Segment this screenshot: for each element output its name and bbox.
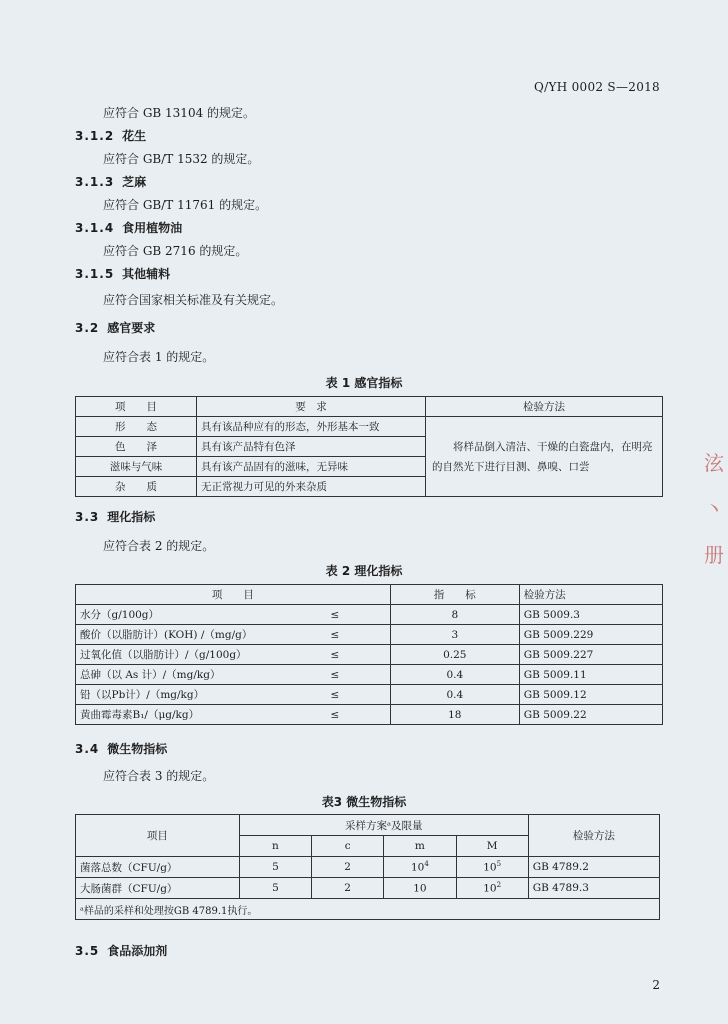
section-title: 食品添加剂	[107, 944, 168, 958]
table-cell	[384, 878, 456, 899]
table-cell	[456, 878, 528, 899]
section-title: 食用植物油	[122, 221, 183, 235]
table-cell: ≤	[280, 665, 390, 685]
table-cell: 总砷（以 As 计）/（mg/kg）	[76, 665, 281, 685]
text-line: 应符合 GB/T 1532 的规定。	[103, 152, 260, 166]
table-cell: 18	[390, 705, 519, 725]
table-sensory	[75, 396, 663, 497]
table-cell	[384, 857, 456, 878]
section-title: 花生	[122, 129, 147, 143]
section-title: 芝麻	[122, 175, 147, 189]
red-stamp-fragment: 泫 丶 册	[704, 451, 724, 567]
table-footnote: ᵃ样品的采样和处理按GB 4789.1执行。	[76, 899, 660, 920]
table-cell: 5	[239, 857, 311, 878]
section-heading-3-3	[75, 508, 155, 525]
table-cell-method: 将样品倒入清洁、干燥的白瓷盘内，在明亮的自然光下进行目测、鼻嗅、口尝	[426, 417, 663, 497]
table-header: 指 标	[390, 585, 519, 605]
table-cell: GB 5009.12	[519, 685, 662, 705]
text-line: 应符合 GB/T 11761 的规定。	[103, 198, 268, 212]
table-cell: 滋味与气味	[76, 457, 197, 477]
table-header: 项 目	[76, 397, 197, 417]
table-subheader: M	[456, 836, 528, 857]
table-cell: GB 4789.2	[528, 857, 659, 878]
table-cell: 0.4	[390, 665, 519, 685]
table-cell: ≤	[280, 645, 390, 665]
table3-caption: 表3 微生物指标	[321, 795, 407, 809]
table-cell: 无正常视力可见的外来杂质	[197, 477, 426, 497]
section-heading-3-4	[75, 740, 167, 757]
text-line: 应符合 GB 2716 的规定。	[103, 244, 248, 258]
table-cell: ≤	[280, 685, 390, 705]
table-cell: 具有该产品特有色泽	[197, 437, 426, 457]
table-cell: 大肠菌群（CFU/g）	[76, 878, 240, 899]
table-header: 项 目	[76, 585, 391, 605]
section-heading-3-1-2	[75, 127, 146, 144]
section-number: 3.3	[75, 510, 100, 524]
table-cell: 0.25	[390, 645, 519, 665]
table-cell: 8	[390, 605, 519, 625]
section-heading-3-1-4	[75, 219, 182, 236]
section-number: 3.5	[75, 944, 100, 958]
section-heading-3-5	[75, 942, 167, 959]
table-cell: 色 泽	[76, 437, 197, 457]
standard-code: Q/YH 0002 S—2018	[534, 80, 660, 94]
table-cell: GB 5009.22	[519, 705, 662, 725]
section-number: 3.4	[75, 742, 100, 756]
table-header: 采样方案ᵃ及限量	[239, 815, 528, 836]
table2-caption: 表 2 理化指标	[325, 564, 403, 578]
table-cell: 水分（g/100g）	[76, 605, 281, 625]
table-cell: 铅（以Pb计）/（mg/kg）	[76, 685, 281, 705]
text-line: 应符合国家相关标准及有关规定。	[103, 293, 284, 307]
page-number: 2	[652, 978, 660, 992]
table-header: 检验方法	[426, 397, 663, 417]
section-title: 微生物指标	[107, 742, 168, 756]
table-cell: GB 5009.227	[519, 645, 662, 665]
section-title: 其他辅料	[122, 267, 171, 281]
table-cell	[456, 857, 528, 878]
table-cell: ≤	[280, 605, 390, 625]
value-exponent: 5	[496, 860, 502, 869]
table-cell: GB 5009.229	[519, 625, 662, 645]
table-cell: 0.4	[390, 685, 519, 705]
table-cell: 具有该产品固有的滋味，无异味	[197, 457, 426, 477]
table-header: 检验方法	[519, 585, 662, 605]
table-cell: 菌落总数（CFU/g）	[76, 857, 240, 878]
table-cell: 5	[239, 878, 311, 899]
table-header: 项目	[76, 815, 240, 857]
table-subheader: n	[239, 836, 311, 857]
table-cell: 过氧化值（以脂肪计）/（g/100g）	[76, 645, 281, 665]
table-cell: 杂 质	[76, 477, 197, 497]
section-title: 感官要求	[107, 321, 156, 335]
table-physicochemical	[75, 584, 663, 725]
table-header: 检验方法	[528, 815, 659, 857]
section-heading-3-1-3	[75, 173, 146, 190]
table-cell: 2	[312, 878, 384, 899]
text-line: 应符合表 2 的规定。	[103, 539, 215, 553]
section-title: 理化指标	[107, 510, 156, 524]
table-subheader: m	[384, 836, 456, 857]
table-cell: 具有该品种应有的形态，外形基本一致	[197, 417, 426, 437]
table-cell: ≤	[280, 705, 390, 725]
value-base: 10	[410, 861, 425, 874]
table-cell: 形 态	[76, 417, 197, 437]
table-cell: 黄曲霉毒素B₁/（μg/kg）	[76, 705, 281, 725]
table-cell: 酸价（以脂肪计）(KOH) /（mg/g）	[76, 625, 281, 645]
section-heading-3-2	[75, 319, 155, 336]
value-base: 10	[483, 861, 497, 874]
section-number: 3.1.3	[75, 175, 115, 189]
value-exponent: 4	[424, 860, 429, 869]
text-line: 应符合表 1 的规定。	[103, 350, 215, 364]
value-base: 10	[413, 882, 427, 895]
table-cell: 2	[312, 857, 384, 878]
text-line: 应符合 GB 13104 的规定。	[103, 106, 256, 120]
table-cell: GB 5009.3	[519, 605, 662, 625]
table-cell: GB 4789.3	[528, 878, 659, 899]
section-number: 3.1.2	[75, 129, 115, 143]
section-number: 3.2	[75, 321, 100, 335]
table-subheader: c	[312, 836, 384, 857]
text-line: 应符合表 3 的规定。	[103, 769, 215, 783]
section-number: 3.1.5	[75, 267, 115, 281]
table-cell: 3	[390, 625, 519, 645]
table-cell: GB 5009.11	[519, 665, 662, 685]
table-microbiological	[75, 814, 660, 920]
table1-caption: 表 1 感官指标	[325, 376, 403, 390]
section-heading-3-1-5	[75, 265, 170, 282]
value-exponent: 2	[496, 881, 502, 890]
table-header: 要 求	[197, 397, 426, 417]
table-cell: ≤	[280, 625, 390, 645]
value-base: 10	[483, 882, 497, 895]
section-number: 3.1.4	[75, 221, 115, 235]
